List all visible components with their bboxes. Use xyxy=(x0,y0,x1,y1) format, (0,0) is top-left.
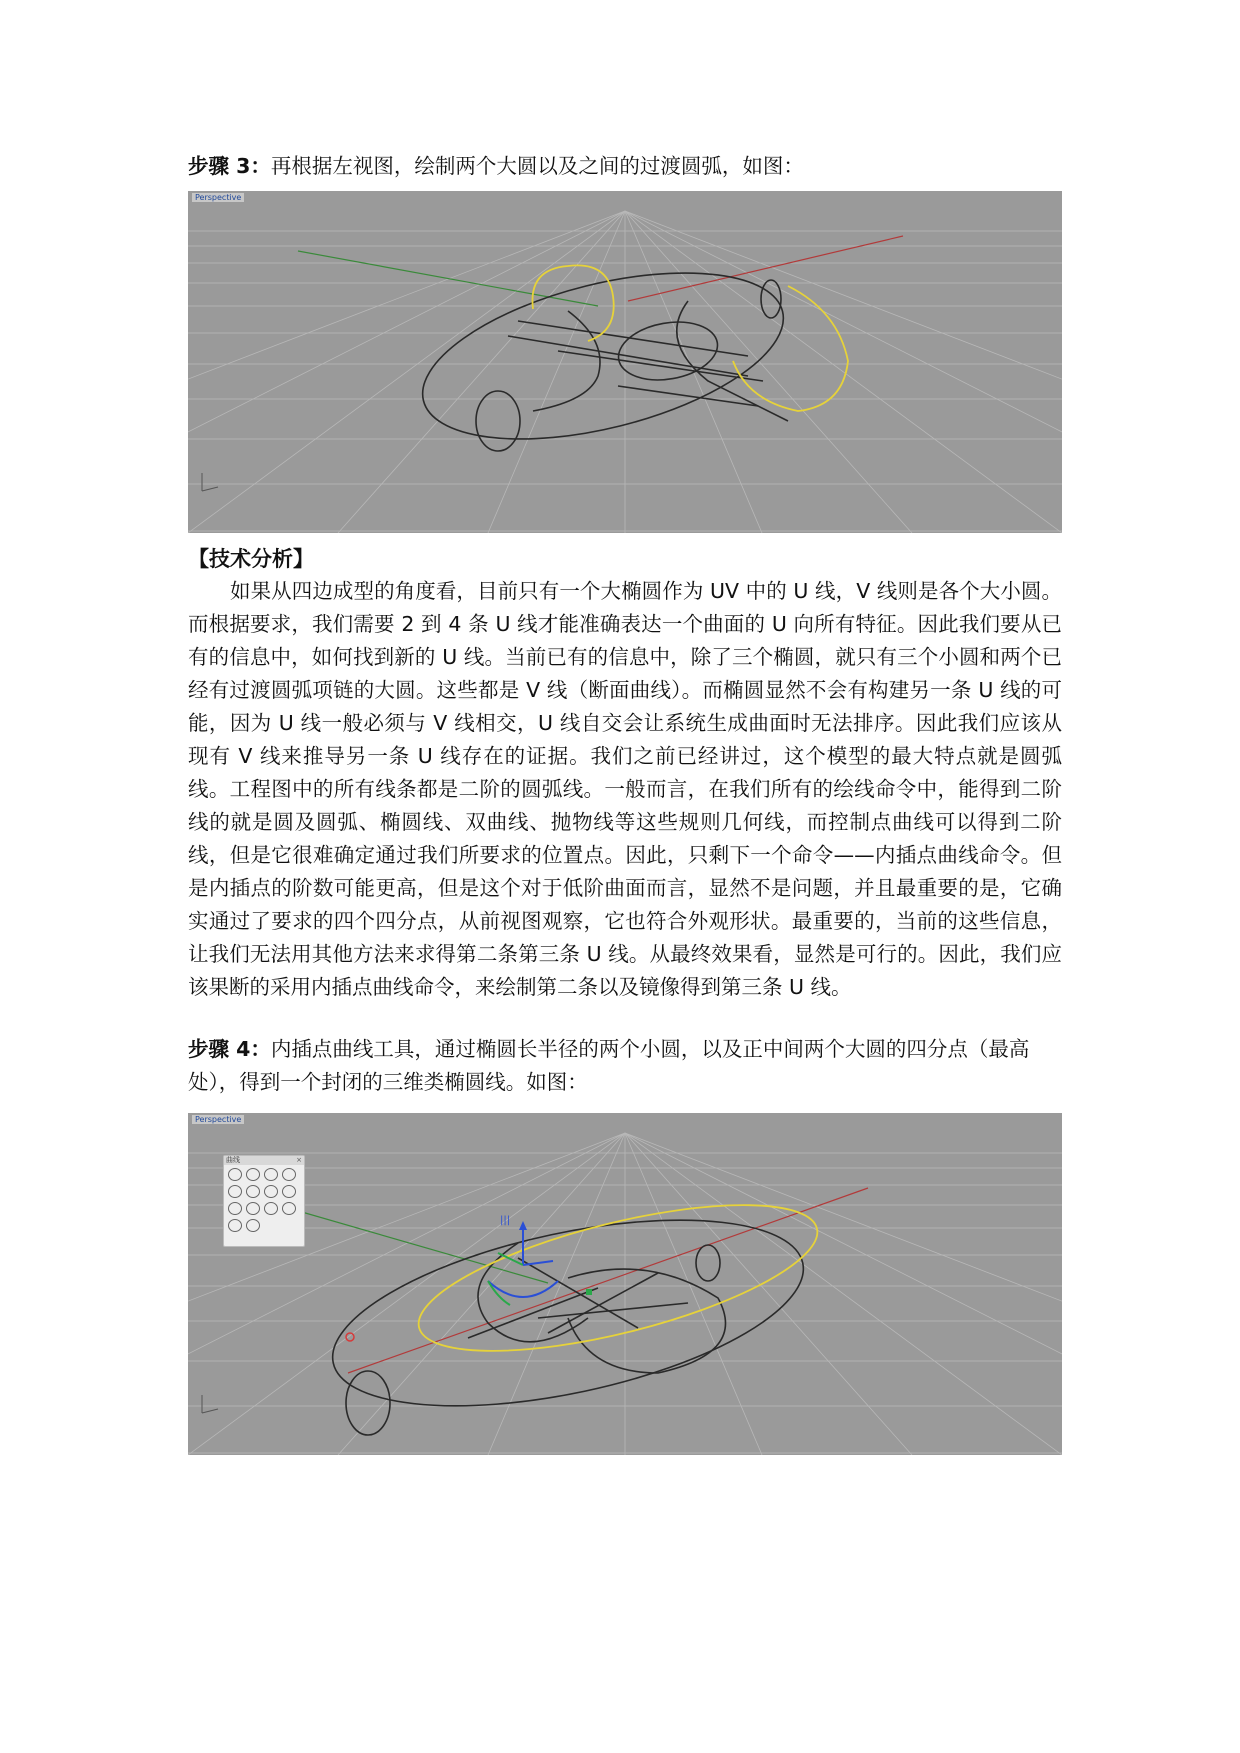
wireframe-curves xyxy=(406,241,800,470)
large-ellipse xyxy=(406,241,800,470)
x-axis xyxy=(348,1188,868,1373)
large-circle-arc-right xyxy=(733,286,848,411)
curve-toolbox[interactable] xyxy=(223,1155,305,1247)
tool-icon[interactable] xyxy=(264,1202,278,1215)
tool-icon[interactable] xyxy=(282,1185,296,1198)
tool-icon[interactable] xyxy=(228,1219,242,1232)
analysis-heading: 【技术分析】 xyxy=(188,547,314,571)
step3-text: 再根据左视图，绘制两个大圆以及之间的过渡圆弧，如图： xyxy=(270,154,804,178)
axis-triad xyxy=(202,1395,218,1413)
tool-icon[interactable] xyxy=(228,1185,242,1198)
small-circle-right xyxy=(761,280,781,318)
section-line-1 xyxy=(518,321,748,356)
perspective-viewport-1[interactable] xyxy=(188,191,1062,533)
grid-plane xyxy=(188,1133,1062,1455)
hourglass-curve-1 xyxy=(533,311,600,411)
mid-ellipse xyxy=(614,315,722,388)
svg-text:|||: ||| xyxy=(500,1215,511,1226)
y-axis xyxy=(298,251,598,306)
wireframe-curves xyxy=(317,1185,820,1441)
tool-icon[interactable] xyxy=(246,1202,260,1215)
tool-icon[interactable] xyxy=(246,1168,260,1181)
small-circle-right xyxy=(696,1245,720,1281)
section-line-3 xyxy=(538,1303,688,1318)
small-circle-left xyxy=(476,391,520,451)
tool-icon[interactable] xyxy=(264,1185,278,1198)
viewport-label[interactable]: Perspective xyxy=(192,1115,244,1124)
toolbox-grid xyxy=(228,1168,298,1234)
tool-icon[interactable] xyxy=(246,1185,260,1198)
control-point xyxy=(346,1333,354,1341)
tool-icon[interactable] xyxy=(228,1168,242,1181)
grid-plane xyxy=(188,211,1062,533)
perspective-viewport-2[interactable] xyxy=(188,1113,1062,1455)
tool-icon[interactable] xyxy=(246,1219,260,1232)
small-circle-left xyxy=(346,1371,390,1435)
step4-text: 内插点曲线工具，通过椭圆长半径的两个小圆，以及正中间两个大圆的四分点（最高处），得到一个封闭的三维类椭圆线。如图： xyxy=(188,1037,1030,1094)
tool-icon[interactable] xyxy=(282,1168,296,1181)
figure2-drawing xyxy=(188,1113,1062,1455)
toolbox-title[interactable]: 曲线 xyxy=(224,1156,304,1165)
section-line-3 xyxy=(558,351,763,381)
step3-label: 步骤 3： xyxy=(188,154,271,178)
step4-paragraph xyxy=(188,1033,1062,1099)
step4-label: 步骤 4： xyxy=(188,1037,271,1061)
step3-paragraph xyxy=(188,150,1062,183)
figure1-drawing xyxy=(188,191,1062,533)
tool-icon[interactable] xyxy=(264,1168,278,1181)
close-icon[interactable]: × xyxy=(296,1156,302,1164)
large-ellipse xyxy=(317,1185,820,1441)
section-line-2 xyxy=(508,336,748,376)
tool-icon[interactable] xyxy=(282,1202,296,1215)
analysis-body: 如果从四边成型的角度看，目前只有一个大椭圆作为 UV 中的 U 线，V 线则是各个大小圆。而根据要求，我们需要 2 到 4 条 U 线才能准确表达一个曲面的 U 向所有特征。因此我们要从已有的信息中，如何找到新的 U 线。当前已有的信息中，除了三个椭圆，就只有三个小圆和两个已经有过渡圆弧项链的大圆。这些都是 V 线（断面曲线）。而椭圆显然不会有构建另一条 U 线的可能，因为 U 线一般必须与 V 线相交，U 线自交会让系统生成曲面时无法排序。因此我们应该从现有 V 线来推导另一条 U 线存在的证据。我们之前已经讲过，这个模型的最大特点就是圆弧线。工程图中的所有线条都是二阶的圆弧线。一般而言，在我们所有的绘线命令中，能得到二阶线的就是圆及圆弧、椭圆线、双曲线、抛物线等这些规则几何线，而控制点曲线可以得到二阶线，但是它很难确定通过我们所要求的位置点。因此，只剩下一个命令——内插点曲线命令。但是内插点的阶数可能更高，但是这个对于低阶曲面而言，显然不是问题，并且最重要的是，它确实通过了要求的四个四分点，从前视图观察，它也符合外观形状。最重要的，当前的这些信息，让我们无法用其他方法来求得第二条第三条 U 线。从最终效果看，显然是可行的。因此，我们应该果断的采用内插点曲线命令，来绘制第二条以及镜像得到第三条 U 线。 xyxy=(188,579,1062,999)
interpolated-curve xyxy=(406,1175,830,1381)
tool-icon[interactable] xyxy=(228,1202,242,1215)
axis-triad xyxy=(202,473,218,491)
viewport-label[interactable]: Perspective xyxy=(192,193,244,202)
